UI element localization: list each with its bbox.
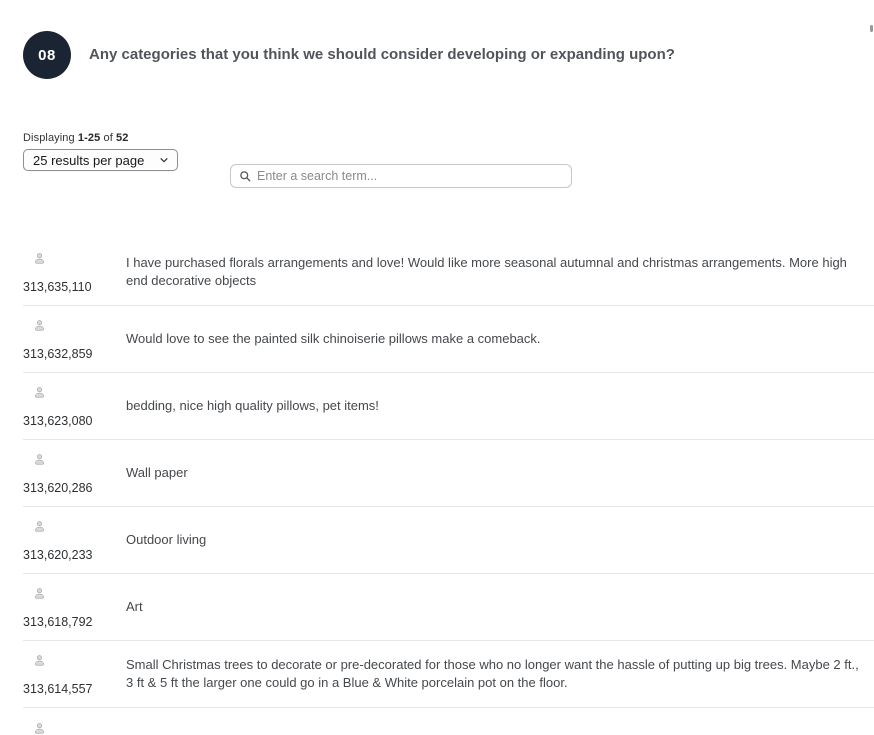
scrollbar-thumb-fragment[interactable]	[870, 25, 873, 32]
user-icon	[33, 722, 46, 735]
question-text: Any categories that you think we should consider developing or expanding upon?	[89, 46, 675, 63]
question-number-badge: 08	[23, 31, 71, 79]
search-field-container	[230, 164, 572, 188]
response-text: Outdoor living	[126, 532, 207, 547]
list-item	[23, 306, 874, 373]
response-id: 313,618,792	[23, 615, 93, 629]
response-id: 313,635,110	[23, 280, 92, 294]
response-text: Wall paper	[126, 465, 188, 480]
displaying-label: Displaying	[23, 132, 75, 144]
displaying-range: 1-25	[77, 132, 101, 144]
list-item	[23, 507, 874, 574]
list-item	[23, 440, 874, 507]
list-item	[23, 574, 874, 641]
displaying-total: 52	[116, 132, 129, 144]
displaying-of-label: of	[103, 132, 113, 144]
response-text: I have purchased florals arrangements and love! Would like more seasonal autumnal and christmas arrangements. More high end decorative objects	[126, 255, 847, 288]
search-icon	[239, 170, 251, 182]
user-icon	[33, 453, 46, 466]
list-item	[23, 239, 874, 306]
response-id: 313,632,859	[23, 347, 93, 361]
displaying-status	[23, 132, 128, 144]
response-id: 313,620,233	[23, 548, 93, 562]
user-icon	[33, 587, 46, 600]
question-header	[23, 31, 675, 79]
response-text: Art	[126, 599, 143, 614]
user-icon	[33, 654, 46, 667]
user-icon	[33, 319, 46, 332]
chevron-down-icon	[159, 155, 169, 165]
user-icon	[33, 386, 46, 399]
user-icon	[33, 520, 46, 533]
response-id: 313,620,286	[23, 481, 93, 495]
list-item	[23, 373, 874, 440]
search-input[interactable]	[257, 169, 563, 183]
response-id: 313,623,080	[23, 414, 93, 428]
response-text: Small Christmas trees to decorate or pre-decorated for those who no longer want the hassle of putting up big trees. Maybe 2 ft., 3 ft & 5 ft the larger one could go in a Blue & White porcelain pot on the floor.	[126, 657, 859, 690]
response-id: 313,614,557	[23, 682, 93, 696]
user-icon	[33, 252, 46, 265]
list-item	[23, 641, 874, 708]
response-text: Would love to see the painted silk chinoiserie pillows make a comeback.	[126, 331, 541, 346]
response-list	[0, 239, 874, 732]
response-text: bedding, nice high quality pillows, pet items!	[126, 398, 379, 413]
results-per-page-value: 25 results per page	[33, 152, 145, 168]
results-per-page-select[interactable]	[23, 149, 178, 171]
list-item-partial	[23, 708, 874, 732]
